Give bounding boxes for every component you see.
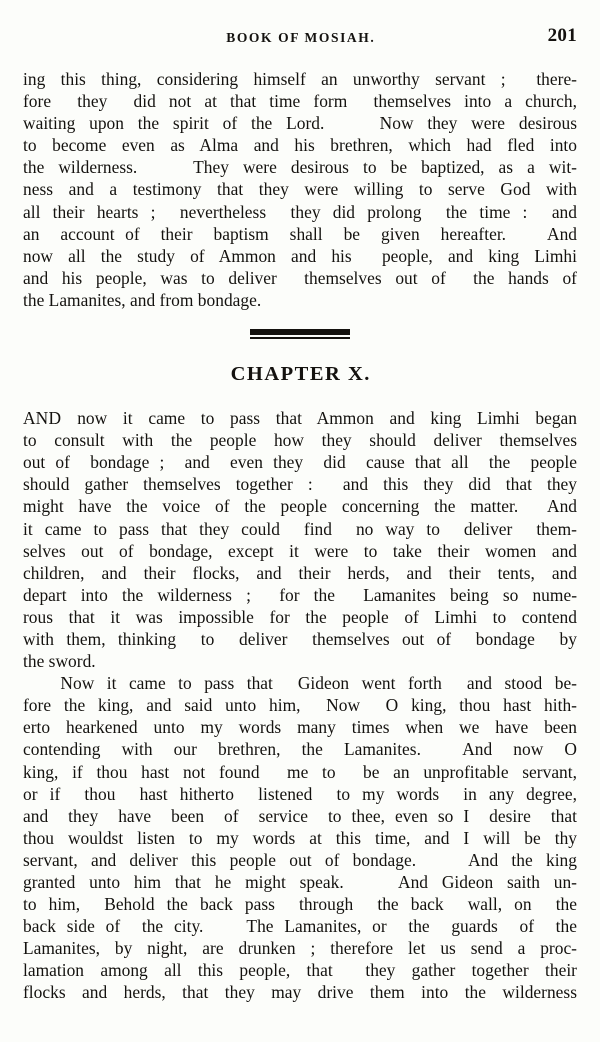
text-line: thou wouldst listen to my words at this time, and I will be thy [23,827,577,848]
text-line: to become even as Alma and his brethren, which had fled into [23,135,577,156]
text-line: an account of their baptism shall be given hereafter. And [23,223,577,244]
text-line: rous that it was impossible for the people of Limhi to contend [23,606,577,627]
text-line: or if thou hast hitherto listened to my words in any degree, [23,783,577,804]
section-divider-ornament [23,311,577,361]
text-block [23,68,577,1004]
divider-rule-thick [250,329,350,335]
text-line: erto hearkened unto my words many times when we have been [23,717,577,738]
text-line: to him, Behold the back pass through the back wall, on the [23,894,577,915]
text-line: waiting upon the spirit of the Lord. Now they were desirous [23,113,577,134]
text-line: now all the study of Ammon and his people, and king Limhi [23,245,577,266]
text-line: it came to pass that they could find no way to deliver them- [23,518,577,539]
text-line: fore the king, and said unto him, Now O king, thou hast hith- [23,695,577,716]
text-line: should gather themselves together : and this they did that they [23,474,577,495]
paragraph-indent [23,673,60,693]
text-line: contending with our brethren, the Lamanites. And now O [23,739,577,760]
text-line: with them, thinking to deliver themselves out of bondage by [23,628,577,649]
text-line: the wilderness. They were desirous to be baptized, as a wit- [23,157,577,178]
text-line-remainder: Now it came to pass that Gideon went forth and stood be- [60,673,577,694]
text-line: the Lamanites, and from bondage. [23,289,262,310]
text-line: might have the voice of the people concerning the matter. And [23,496,577,517]
text-line: flocks and herds, that they may drive them into the wilderness [23,982,577,1003]
text-line: and his people, was to deliver themselves out of the hands of [23,267,577,288]
divider-rule-thin [250,337,350,339]
text-line: granted unto him that he might speak. And Gideon saith un- [23,872,577,892]
small-caps-opening: ND [35,408,62,429]
text-line: ness and a testimony that they were willing to serve God with [23,179,577,200]
text-line: selves out of bondage, except it were to take their women and [23,540,577,561]
text-line: ing this thing, considering himself an unworthy servant ; there- [23,69,577,89]
paragraph-continued [23,68,577,311]
running-head-title: BOOK OF MOSIAH. [226,30,376,45]
drop-cap: A [23,408,36,429]
paragraph-gideon [23,672,577,1003]
text-line: all their hearts ; nevertheless they did prolong the time : and [23,201,577,222]
running-head [23,25,577,50]
text-line: king, if thou hast not found me to be an unprofitable servant, [23,761,577,782]
text-line: children, and their flocks, and their herds, and their tents, and [23,562,577,583]
text-line [23,672,577,694]
text-line: lamation among all this people, that they gather together their [23,960,577,981]
chapter-heading: CHAPTER X. [230,363,371,386]
page-number: 201 [547,25,577,46]
text-line: back side of the city. The Lamanites, or the guards of the [23,916,577,937]
text-line: fore they did not at that time form themselves into a church, [23,91,577,112]
text-line-remainder: now it came to pass that Ammon and king Limhi began [61,408,577,429]
text-line: and they have been of service to thee, even so I desire that [23,805,577,826]
text-line: Lamanites, by night, are drunken ; therefore let us send a proc- [23,938,577,959]
text-line: servant, and deliver this people out of bondage. And the king [23,849,577,870]
text-line: to consult with the people how they should deliver themselves [23,430,577,451]
text-line: out of bondage ; and even they did cause that all the people [23,452,577,473]
text-line [23,407,577,429]
paragraph-chapter-opening [23,407,577,672]
text-line: depart into the wilderness ; for the Lamanites being so nume- [23,584,577,605]
text-line: the sword. [23,651,96,672]
